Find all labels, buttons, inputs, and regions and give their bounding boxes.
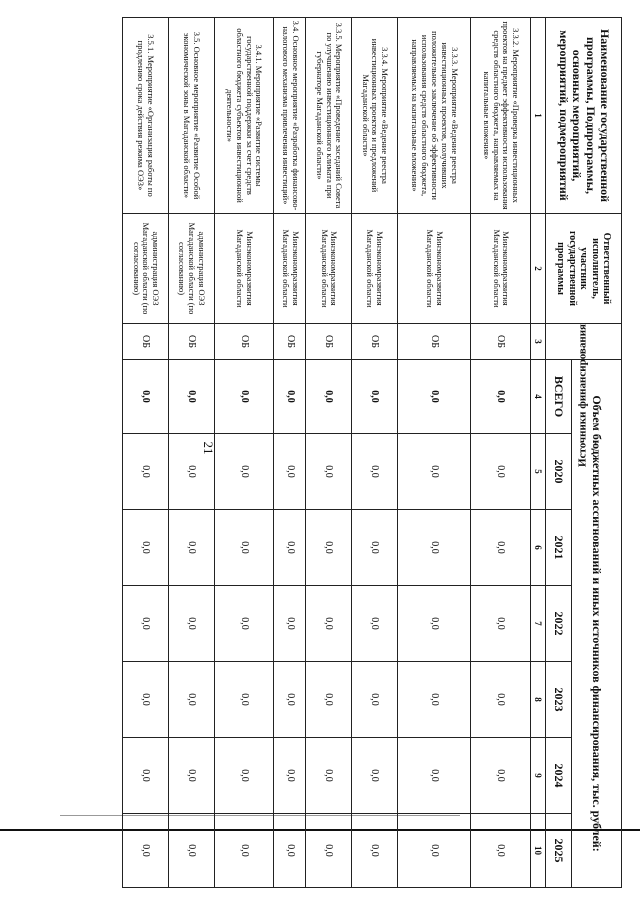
row-year-value: 0,0 [214, 662, 274, 738]
row-year-value: 0,0 [306, 814, 352, 888]
row-year-value: 0,0 [214, 738, 274, 814]
row-total: 0,0 [123, 360, 169, 434]
row-year-value: 0,0 [397, 510, 471, 586]
header-year: 2020 [546, 434, 572, 510]
row-year-value: 0,0 [471, 586, 531, 662]
row-year-value: 0,0 [168, 434, 214, 510]
row-year-value: 0,0 [397, 434, 471, 510]
row-year-value: 0,0 [274, 510, 306, 586]
row-total: 0,0 [471, 360, 531, 434]
row-year-value: 0,0 [168, 814, 214, 888]
row-source: ОБ [397, 324, 471, 360]
row-name: 3.3.2. Мероприятие «Проверка инвестиционных проектов на предмет эффективности использования средств областного бюджета, направляемых на капитальные вложения» [471, 18, 531, 214]
row-year-value: 0,0 [352, 586, 398, 662]
row-year-value: 0,0 [214, 434, 274, 510]
row-name: 3.5. Основное мероприятие «Развитие Особой экономической зоны в Магаданской области» [168, 18, 214, 214]
column-number: 8 [531, 662, 546, 738]
row-year-value: 0,0 [397, 662, 471, 738]
column-number: 9 [531, 738, 546, 814]
column-number: 7 [531, 586, 546, 662]
header-year: 2021 [546, 510, 572, 586]
row-year-value: 0,0 [352, 434, 398, 510]
header-source: Источники финансирования [546, 324, 622, 360]
row-year-value: 0,0 [471, 662, 531, 738]
row-year-value: 0,0 [306, 738, 352, 814]
row-year-value: 0,0 [214, 510, 274, 586]
row-executor: Минэкономразвития Магаданской области [397, 214, 471, 324]
header-year: 2024 [546, 738, 572, 814]
row-total: 0,0 [352, 360, 398, 434]
row-executor: администрация ОЭЗ Магаданской области (по согласованию) [123, 214, 169, 324]
column-number: 1 [531, 18, 546, 214]
header-funding: Объем бюджетных ассигнований и иных источников финансирования, тыс. рублей: [572, 360, 622, 888]
row-year-value: 0,0 [306, 510, 352, 586]
row-year-value: 0,0 [397, 586, 471, 662]
row-source: ОБ [306, 324, 352, 360]
row-executor: Минэкономразвития Магаданской области [471, 214, 531, 324]
column-number: 5 [531, 434, 546, 510]
row-name: 3.3.3. Мероприятие «Ведение реестра инвестиционных проектов, получивших положительное заключение об эффективности использования средств областного бюджета, направляемых на капитальные вложения» [397, 18, 471, 214]
row-executor: Минэкономразвития Магаданской области [274, 214, 306, 324]
row-total: 0,0 [274, 360, 306, 434]
row-year-value: 0,0 [306, 434, 352, 510]
row-year-value: 0,0 [123, 738, 169, 814]
column-number-row [531, 18, 546, 888]
row-name: 3.4. Основное мероприятие «Разработка финансово-налогового механизма привлечения инвестиций» [274, 18, 306, 214]
row-year-value: 0,0 [352, 738, 398, 814]
row-source: ОБ [214, 324, 274, 360]
row-total: 0,0 [397, 360, 471, 434]
row-executor: Минэкономразвития Магаданской области [352, 214, 398, 324]
row-year-value: 0,0 [274, 738, 306, 814]
row-year-value: 0,0 [471, 738, 531, 814]
row-name: 3.5.1. Мероприятие «Организация работы по продлению срока действия режима ОЭЗ» [123, 18, 169, 214]
row-total: 0,0 [214, 360, 274, 434]
row-total: 0,0 [168, 360, 214, 434]
table-row [214, 18, 274, 888]
table-row [352, 18, 398, 888]
column-number: 3 [531, 324, 546, 360]
row-executor: администрация ОЭЗ Магаданской области (по согласованию) [168, 214, 214, 324]
header-total: ВСЕГО [546, 360, 572, 434]
row-year-value: 0,0 [274, 434, 306, 510]
table-row [168, 18, 214, 888]
row-year-value: 0,0 [168, 662, 214, 738]
row-year-value: 0,0 [471, 434, 531, 510]
row-executor: Минэкономразвития Магаданской области [306, 214, 352, 324]
header-year: 2022 [546, 586, 572, 662]
table-row [397, 18, 471, 888]
row-year-value: 0,0 [123, 510, 169, 586]
table-row [471, 18, 531, 888]
funding-table [122, 17, 622, 888]
row-year-value: 0,0 [352, 510, 398, 586]
row-name: 3.4.1. Мероприятие «Развитие системы государственной поддержки за счет средств областного бюджета субъектов инвестиционной деятельности» [214, 18, 274, 214]
rotated-table-container [122, 17, 622, 887]
table-row [306, 18, 352, 888]
row-name: 3.3.4. Мероприятие «Ведение реестра инвестиционных проектов и предложений Магаданской области» [352, 18, 398, 214]
row-year-value: 0,0 [471, 814, 531, 888]
row-year-value: 0,0 [274, 814, 306, 888]
row-year-value: 0,0 [214, 586, 274, 662]
page-number: 21 [201, 441, 216, 455]
row-year-value: 0,0 [168, 510, 214, 586]
row-name: 3.3.5. Мероприятие «Проведение заседаний Совета по улучшению инвестиционного климата при губернаторе Магаданской области» [306, 18, 352, 214]
row-year-value: 0,0 [397, 814, 471, 888]
row-year-value: 0,0 [306, 586, 352, 662]
column-number: 6 [531, 510, 546, 586]
row-source: ОБ [123, 324, 169, 360]
row-year-value: 0,0 [274, 662, 306, 738]
column-number: 10 [531, 814, 546, 888]
row-year-value: 0,0 [123, 586, 169, 662]
column-number: 2 [531, 214, 546, 324]
row-total: 0,0 [306, 360, 352, 434]
column-number: 4 [531, 360, 546, 434]
row-executor: Минэкономразвития Магаданской области [214, 214, 274, 324]
row-year-value: 0,0 [123, 814, 169, 888]
row-year-value: 0,0 [352, 814, 398, 888]
row-year-value: 0,0 [397, 738, 471, 814]
row-source: ОБ [168, 324, 214, 360]
row-year-value: 0,0 [274, 586, 306, 662]
row-year-value: 0,0 [123, 434, 169, 510]
row-source: ОБ [471, 324, 531, 360]
row-source: ОБ [274, 324, 306, 360]
row-source: ОБ [352, 324, 398, 360]
row-year-value: 0,0 [168, 738, 214, 814]
row-year-value: 0,0 [471, 510, 531, 586]
row-year-value: 0,0 [352, 662, 398, 738]
row-year-value: 0,0 [214, 814, 274, 888]
table-row [274, 18, 306, 888]
header-executor: Ответственный исполнитель, участник государственной программы [546, 214, 622, 324]
table-row [123, 18, 169, 888]
header-year: 2023 [546, 662, 572, 738]
header-name: Наименование государственной программы, Подпрограммы, основных мероприятий, мероприятий, подмероприятий [546, 18, 622, 214]
row-year-value: 0,0 [168, 586, 214, 662]
header-year: 2025 [546, 814, 572, 888]
row-year-value: 0,0 [306, 662, 352, 738]
row-year-value: 0,0 [123, 662, 169, 738]
